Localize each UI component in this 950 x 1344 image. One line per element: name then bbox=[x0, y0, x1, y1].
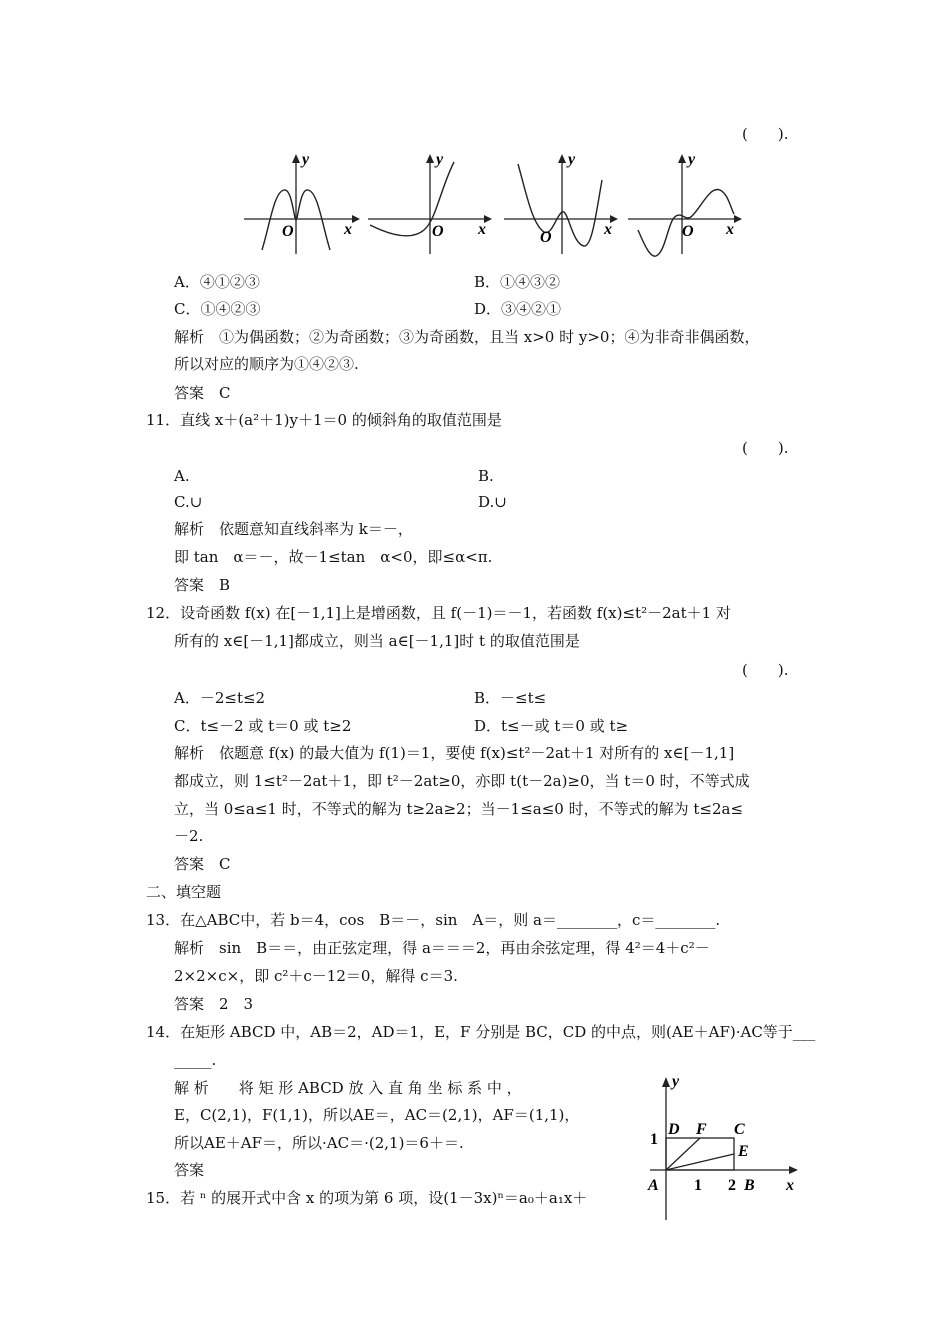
fig-tick-x1: 1 bbox=[694, 1177, 702, 1194]
q14-stem-line2: _____. bbox=[174, 1051, 217, 1069]
fig-label-e: E bbox=[738, 1143, 749, 1160]
graph-4 bbox=[628, 151, 742, 256]
q11-paren: ( ). bbox=[742, 439, 789, 457]
fig-tick-y1: 1 bbox=[650, 1131, 658, 1148]
fig-label-b: B bbox=[744, 1177, 755, 1194]
q10-option-d: D．③④②① bbox=[474, 300, 562, 318]
q12-analysis-line4: －2. bbox=[174, 827, 204, 845]
graph-1-y-label: y bbox=[302, 151, 310, 168]
graph-2-origin-label: O bbox=[432, 223, 444, 240]
q12-analysis-line1: 解析 依题意 f(x) 的最大值为 f(1)＝1，要使 f(x)≤t²－2at＋1 对所有的 x∈[－1,1] bbox=[174, 744, 735, 762]
q14-analysis-line3: 所以AE＋AF＝，所以·AC＝·(2,1)＝6＋＝. bbox=[174, 1134, 464, 1152]
q11-option-d: D.∪ bbox=[478, 493, 507, 511]
q12-answer: 答案 C bbox=[174, 855, 231, 873]
section-heading: 二、填空题 bbox=[146, 883, 222, 901]
q11-analysis-line1: 解析 依题意知直线斜率为 k＝－， bbox=[174, 520, 413, 538]
graph-4-x-label: x bbox=[726, 221, 734, 238]
graph-1 bbox=[244, 151, 360, 254]
fig-label-f: F bbox=[696, 1121, 707, 1138]
q14-analysis-line2: E，C(2,1)，F(1,1)，所以AE＝，AC＝(2,1)，AF＝(1,1)， bbox=[174, 1106, 580, 1124]
q10-graphs bbox=[240, 150, 760, 260]
q13-analysis-line2: 2×2×c×，即 c²＋c－12＝0，解得 c＝3. bbox=[174, 967, 458, 985]
graph-3 bbox=[504, 151, 618, 254]
q12-analysis-line2: 都成立，则 1≤t²－2at＋1，即 t²－2at≥0，亦即 t(t－2a)≥0，当 t＝0 时，不等式成 bbox=[174, 772, 750, 790]
q12-paren: ( ). bbox=[742, 661, 789, 679]
fig-tick-x2: 2 bbox=[728, 1177, 736, 1194]
graph-2-x-label: x bbox=[478, 221, 486, 238]
q11-analysis-line2: 即 tan α＝－，故－1≤tan α<0，即≤α<π. bbox=[174, 548, 493, 566]
q10-answer: 答案 C bbox=[174, 384, 231, 402]
q12-analysis-line3: 立，当 0≤a≤1 时，不等式的解为 t≥2a≥2；当－1≤a≤0 时，不等式的解为 t≤2a≤ bbox=[174, 800, 744, 818]
q10-analysis-line1: 解析 ①为偶函数；②为奇函数；③为奇函数，且当 x>0 时 y>0；④为非奇非偶函数， bbox=[174, 328, 760, 346]
q14-stem-line1: 14．在矩形 ABCD 中，AB＝2，AD＝1，E，F 分别是 BC，CD 的中点，则(AE＋AF)·AC等于___ bbox=[146, 1023, 816, 1041]
q11-stem: 11．直线 x＋(a²＋1)y＋1＝0 的倾斜角的取值范围是 bbox=[146, 411, 502, 429]
q11-option-a: A. bbox=[174, 467, 190, 485]
graph-1-origin-label: O bbox=[282, 223, 294, 240]
q12-stem-line1: 12．设奇函数 f(x) 在[－1,1]上是增函数，且 f(－1)＝－1，若函数 f(x)≤t²－2at＋1 对 bbox=[146, 604, 731, 622]
graph-1-x-label: x bbox=[344, 221, 352, 238]
q10-option-a: A．④①②③ bbox=[174, 273, 260, 291]
q11-answer: 答案 B bbox=[174, 576, 231, 594]
q12-option-c: C．t≤－2 或 t＝0 或 t≥2 bbox=[174, 717, 352, 735]
q12-option-d: D．t≤－或 t＝0 或 t≥ bbox=[474, 717, 629, 735]
q12-stem-line2: 所有的 x∈[－1,1]都成立，则当 a∈[－1,1]时 t 的取值范围是 bbox=[174, 632, 580, 650]
q10-option-c: C．①④②③ bbox=[174, 300, 261, 318]
q11-option-c: C.∪ bbox=[174, 493, 203, 511]
fig-x-label: x bbox=[786, 1177, 794, 1194]
q14-answer: 答案 bbox=[174, 1161, 205, 1179]
fig-label-a: A bbox=[648, 1177, 659, 1194]
q10-analysis-line2: 所以对应的顺序为①④②③. bbox=[174, 355, 359, 373]
graph-3-origin-label: O bbox=[540, 229, 552, 246]
fig-y-label: y bbox=[672, 1073, 680, 1090]
graph-4-origin-label: O bbox=[682, 223, 694, 240]
graph-2 bbox=[368, 151, 492, 254]
q14-analysis-line1: 解 析 将 矩 形 ABCD 放 入 直 角 坐 标 系 中 ， bbox=[174, 1079, 522, 1097]
q13-answer: 答案 2 3 bbox=[174, 995, 254, 1013]
q14-rectangle-figure bbox=[640, 1072, 810, 1222]
graph-3-y-label: y bbox=[568, 151, 576, 168]
q15-stem: 15．若 ⁿ 的展开式中含 x 的项为第 6 项，设(1－3x)ⁿ＝a₀＋a₁x＋ bbox=[146, 1189, 588, 1207]
graph-3-x-label: x bbox=[604, 221, 612, 238]
q13-analysis-line1: 解析 sin B＝＝，由正弦定理，得 a＝＝＝2，再由余弦定理，得 4²＝4＋c²－ bbox=[174, 939, 710, 957]
q10-option-b: B．①④③② bbox=[474, 273, 561, 291]
q11-option-b: B. bbox=[478, 467, 494, 485]
fig-label-c: C bbox=[734, 1121, 745, 1138]
q12-option-a: A．－2≤t≤2 bbox=[174, 689, 266, 707]
fig-label-d: D bbox=[668, 1121, 680, 1138]
q10-paren: ( ). bbox=[742, 125, 789, 143]
graph-4-y-label: y bbox=[688, 151, 696, 168]
graph-2-y-label: y bbox=[436, 151, 444, 168]
q13-stem: 13．在△ABC中，若 b＝4，cos B＝－，sin A＝，则 a＝________，c＝________. bbox=[146, 911, 721, 929]
q12-option-b: B．－≤t≤ bbox=[474, 689, 547, 707]
